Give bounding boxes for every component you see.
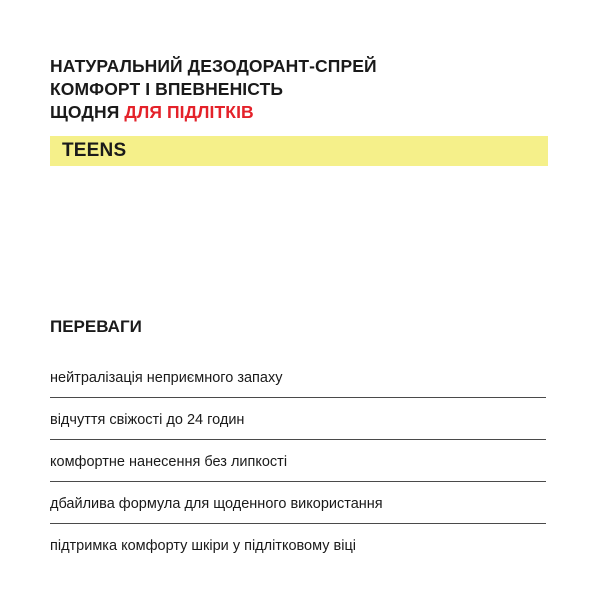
list-item <box>50 398 546 440</box>
headline-line-1: НАТУРАЛЬНИЙ ДЕЗОДОРАНТ-СПРЕЙ <box>50 56 377 76</box>
benefits-title: ПЕРЕВАГИ <box>50 317 142 336</box>
benefit-text: нейтралізація неприємного запаху <box>50 370 283 386</box>
tag-label: TEENS <box>62 140 127 161</box>
headline-line-3-accent: ДЛЯ ПІДЛІТКІВ <box>124 102 254 122</box>
headline-line-2: КОМФОРТ І ВПЕВНЕНІСТЬ <box>50 79 284 99</box>
benefit-text: підтримка комфорту шкіри у підлітковому віці <box>50 538 356 554</box>
list-item <box>50 524 546 565</box>
headline-line-3 <box>50 101 550 124</box>
benefits-list <box>50 356 546 565</box>
headline-line-3-plain: ЩОДНЯ <box>50 102 125 122</box>
list-item <box>50 440 546 482</box>
list-item <box>50 482 546 524</box>
benefit-text: відчуття свіжості до 24 годин <box>50 412 245 428</box>
product-headline <box>50 55 550 124</box>
benefit-text: комфортне нанесення без липкості <box>50 454 288 470</box>
benefit-text: дбайлива формула для щоденного використання <box>50 496 383 512</box>
list-item <box>50 356 546 398</box>
